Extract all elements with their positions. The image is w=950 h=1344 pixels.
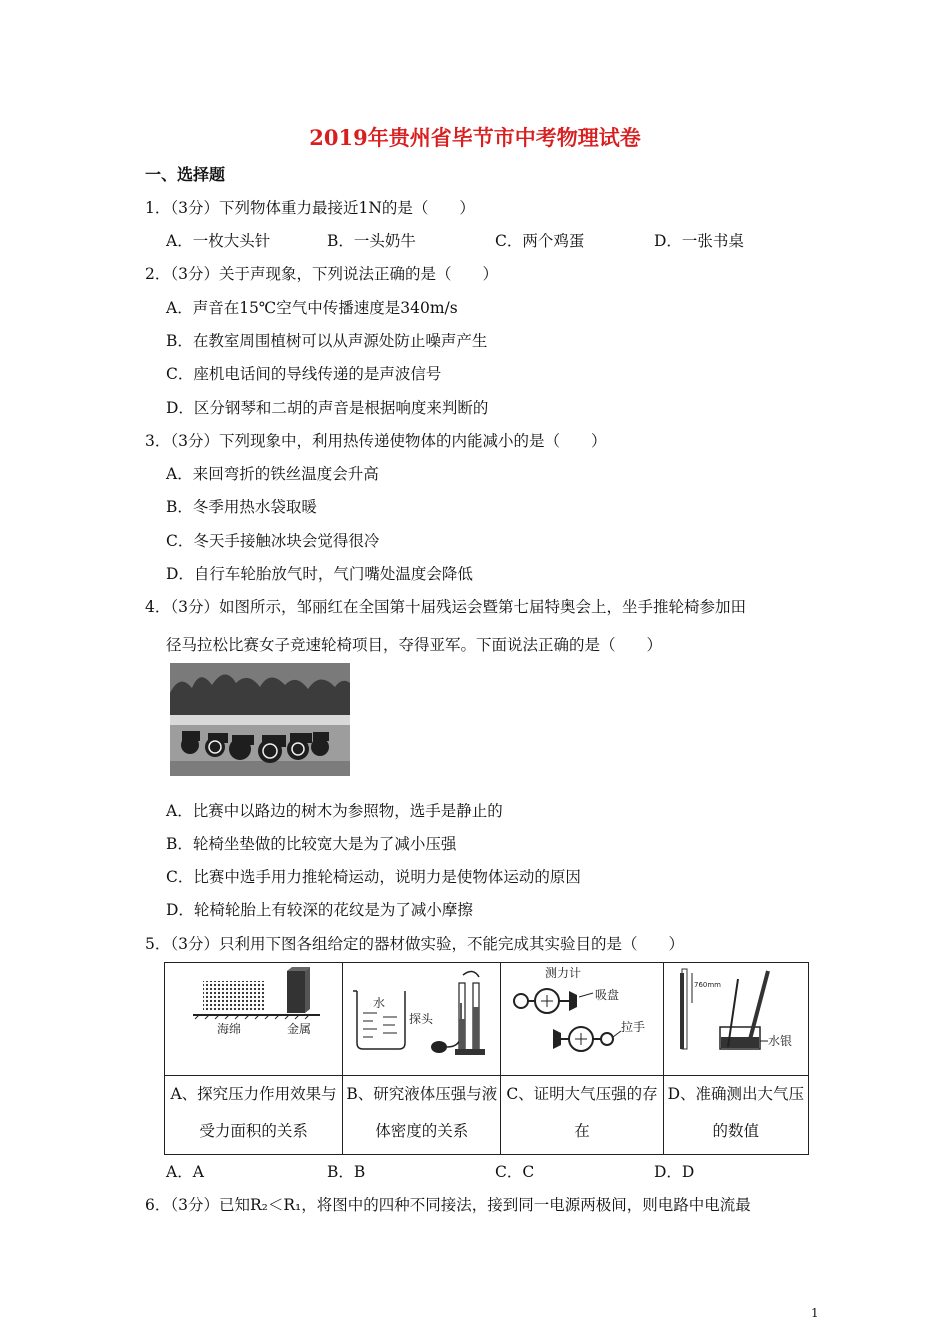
q4-option-a: A．比赛中以路边的树木为参照物，选手是静止的 xyxy=(166,802,503,820)
caption-c: C、证明大气压强的存在 xyxy=(501,1076,663,1155)
question-2: 2．（3分）关于声现象，下列说法正确的是（ ） xyxy=(145,265,498,283)
q2-option-d: D．区分钢琴和二胡的声音是根据响度来判断的 xyxy=(166,399,489,417)
question-4: 4．（3分）如图所示，邹丽红在全国第十届残运会暨第七届特奥会上，坐手推轮椅参加田 xyxy=(145,598,746,616)
wheelchair-race-photo xyxy=(170,663,350,776)
sponge-metal-diagram xyxy=(165,963,343,1075)
label-probe: 探头 xyxy=(409,1012,434,1026)
q4-option-b: B．轮椅坐垫做的比较宽大是为了减小压强 xyxy=(166,835,457,853)
question-1: 1．（3分）下列物体重力最接近1N的是（ ） xyxy=(145,199,475,217)
label-suction: 吸盘 xyxy=(595,988,620,1002)
question-4-continued: 径马拉松比赛女子竞速轮椅项目，夺得亚军。下面说法正确的是（ ） xyxy=(166,636,663,654)
section-heading: 一、选择题 xyxy=(145,165,226,184)
q1-option-d: D．一张书桌 xyxy=(654,232,744,250)
q1-option-c: C．两个鸡蛋 xyxy=(495,232,585,250)
diagram-b-cell xyxy=(343,963,501,1076)
label-water: 水 xyxy=(373,996,386,1010)
q5-option-b: B．B xyxy=(327,1163,366,1181)
label-dynamometer: 测力计 xyxy=(545,966,582,980)
q5-option-c: C．C xyxy=(495,1163,535,1181)
q3-option-b: B．冬季用热水袋取暖 xyxy=(166,498,317,516)
label-handle: 拉手 xyxy=(621,1020,646,1034)
label-height: 760mm xyxy=(693,981,721,989)
question-5: 5．（3分）只利用下图各组给定的器材做实验，不能完成其实验目的是（ ） xyxy=(145,935,684,953)
q3-option-d: D．自行车轮胎放气时，气门嘴处温度会降低 xyxy=(166,565,473,583)
q4-option-d: D．轮椅轮胎上有较深的花纹是为了减小摩擦 xyxy=(166,901,473,919)
diagram-a-cell xyxy=(165,963,343,1076)
caption-a: A、探究压力作用效果与受力面积的关系 xyxy=(165,1076,343,1155)
q2-option-b: B．在教室周围植树可以从声源处防止噪声产生 xyxy=(166,332,488,350)
question-3: 3．（3分）下列现象中，利用热传递使物体的内能减小的是（ ） xyxy=(145,432,607,450)
label-metal: 金属 xyxy=(287,1022,312,1036)
atmospheric-pressure-diagram xyxy=(501,963,663,1075)
label-sponge: 海绵 xyxy=(217,1022,242,1036)
q4-option-c: C．比赛中选手用力推轮椅运动，说明力是使物体运动的原因 xyxy=(166,868,581,886)
diagram-d-cell xyxy=(663,963,808,1076)
caption-d: D、准确测出大气压的数值 xyxy=(663,1076,808,1155)
label-mercury: 水银 xyxy=(767,1034,792,1048)
diagram-c-cell xyxy=(501,963,663,1076)
torricelli-diagram xyxy=(664,963,809,1075)
q3-option-a: A．来回弯折的铁丝温度会升高 xyxy=(166,465,379,483)
page-number: 1 xyxy=(811,1306,819,1320)
q2-option-c: C．座机电话间的导线传递的是声波信号 xyxy=(166,365,442,383)
question-6: 6．（3分）已知R₂＜R₁，将图中的四种不同接法，接到同一电源两极间，则电路中电流最 xyxy=(145,1196,751,1214)
page-title: 2019年贵州省毕节市中考物理试卷 xyxy=(309,125,641,150)
q1-option-b: B．一头奶牛 xyxy=(327,232,416,250)
q2-option-a: A．声音在15℃空气中传播速度是340m/s xyxy=(166,299,458,317)
liquid-pressure-diagram xyxy=(343,963,501,1075)
caption-b: B、研究液体压强与液体密度的关系 xyxy=(343,1076,501,1155)
q5-option-a: A．A xyxy=(166,1163,204,1181)
q3-option-c: C．冬天手接触冰块会觉得很冷 xyxy=(166,532,380,550)
q5-option-d: D．D xyxy=(654,1163,695,1181)
experiment-table xyxy=(164,962,809,1155)
q1-option-a: A．一枚大头针 xyxy=(166,232,271,250)
